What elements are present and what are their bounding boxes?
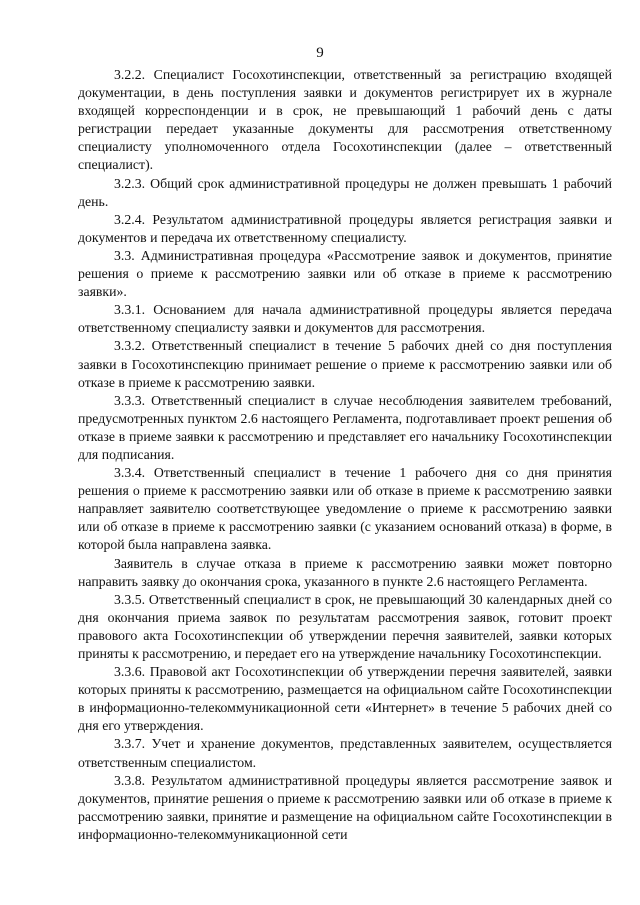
paragraph-3-3-5: 3.3.5. Ответственный специалист в срок, не превышающий 30 календарных дней со дня окончания приема заявок по результатам рассмотрения заявок, готовит проект правового акта Госохотинспекции об утверждении перечня заявителей, заявки которых приняты к рассмотрению, и передает его на утверждение начальнику Госохотинспекции.: [78, 591, 612, 661]
paragraph-3-3-1: 3.3.1. Основанием для начала административной процедуры является передача ответственному специалисту заявки и документов для рассмотрения.: [78, 302, 612, 336]
paragraph-3-3-7: 3.3.7. Учет и хранение документов, представленных заявителем, осуществляется ответственным специалистом.: [78, 736, 612, 770]
document-body: [78, 66, 612, 844]
page-number: 9: [316, 45, 324, 61]
paragraph-3-3-3: 3.3.3. Ответственный специалист в случае несоблюдения заявителем требований, предусмотренных пунктом 2.6 настоящего Регламента, подготавливает проект решения об отказе в приеме заявки к рассмотрению и представляет его начальнику Госохотинспекции для подписания.: [78, 392, 612, 462]
paragraph-applicant-resubmission: Заявитель в случае отказа в приеме к рассмотрению заявки может повторно направить заявку до окончания срока, указанного в пункте 2.6 настоящего Регламента.: [78, 555, 612, 589]
paragraph-3-2-3: 3.2.3. Общий срок административной процедуры не должен превышать 1 рабочий день.: [78, 175, 612, 209]
paragraph-3-2-2: 3.2.2. Специалист Госохотинспекции, ответственный за регистрацию входящей документации, в день поступления заявки и документов регистрирует их в журнале входящей корреспонденции и в срок, не превышающий 1 рабочий день с даты регистрации передает указанные документы для рассмотрения ответственному специалисту уполномоченного отдела Госохотинспекции (далее – ответственный специалист).: [78, 67, 612, 173]
paragraph-3-3-8: 3.3.8. Результатом административной процедуры является рассмотрение заявок и документов, принятие решения о приеме к рассмотрению заявки или об отказе в приеме к рассмотрению заявки, принятие и размещение на официальном сайте Госохотинспекции в информационно-телекоммуникационной сети: [78, 772, 612, 842]
paragraph-3-3-4: 3.3.4. Ответственный специалист в течение 1 рабочего дня со дня принятия решения о приеме к рассмотрению заявки или об отказе в приеме к рассмотрению заявки направляет заявителю соответствующее уведомление о приеме к рассмотрению заявки или об отказе в приеме к рассмотрению заявки (с указанием оснований отказа) в форме, в которой была направлена заявка.: [78, 465, 612, 553]
paragraph-3-3-6: 3.3.6. Правовой акт Госохотинспекции об утверждении перечня заявителей, заявки которых приняты к рассмотрению, размещается на официальном сайте Госохотинспекции в информационно-телекоммуникационной сети «Интернет» в течение 5 рабочих дней со дня его утверждения.: [78, 664, 612, 734]
paragraph-3-3: 3.3. Административная процедура «Рассмотрение заявок и документов, принятие решения о приеме к рассмотрению заявки или об отказе в приеме к рассмотрению заявки».: [78, 247, 612, 300]
paragraph-3-3-2: 3.3.2. Ответственный специалист в течение 5 рабочих дней со дня поступления заявки в Госохотинспекцию принимает решение о приеме к рассмотрению заявки или об отказе в приеме к рассмотрению заявки.: [78, 338, 612, 390]
paragraph-3-2-4: 3.2.4. Результатом административной процедуры является регистрация заявки и документов и передача их ответственному специалисту.: [78, 211, 612, 245]
